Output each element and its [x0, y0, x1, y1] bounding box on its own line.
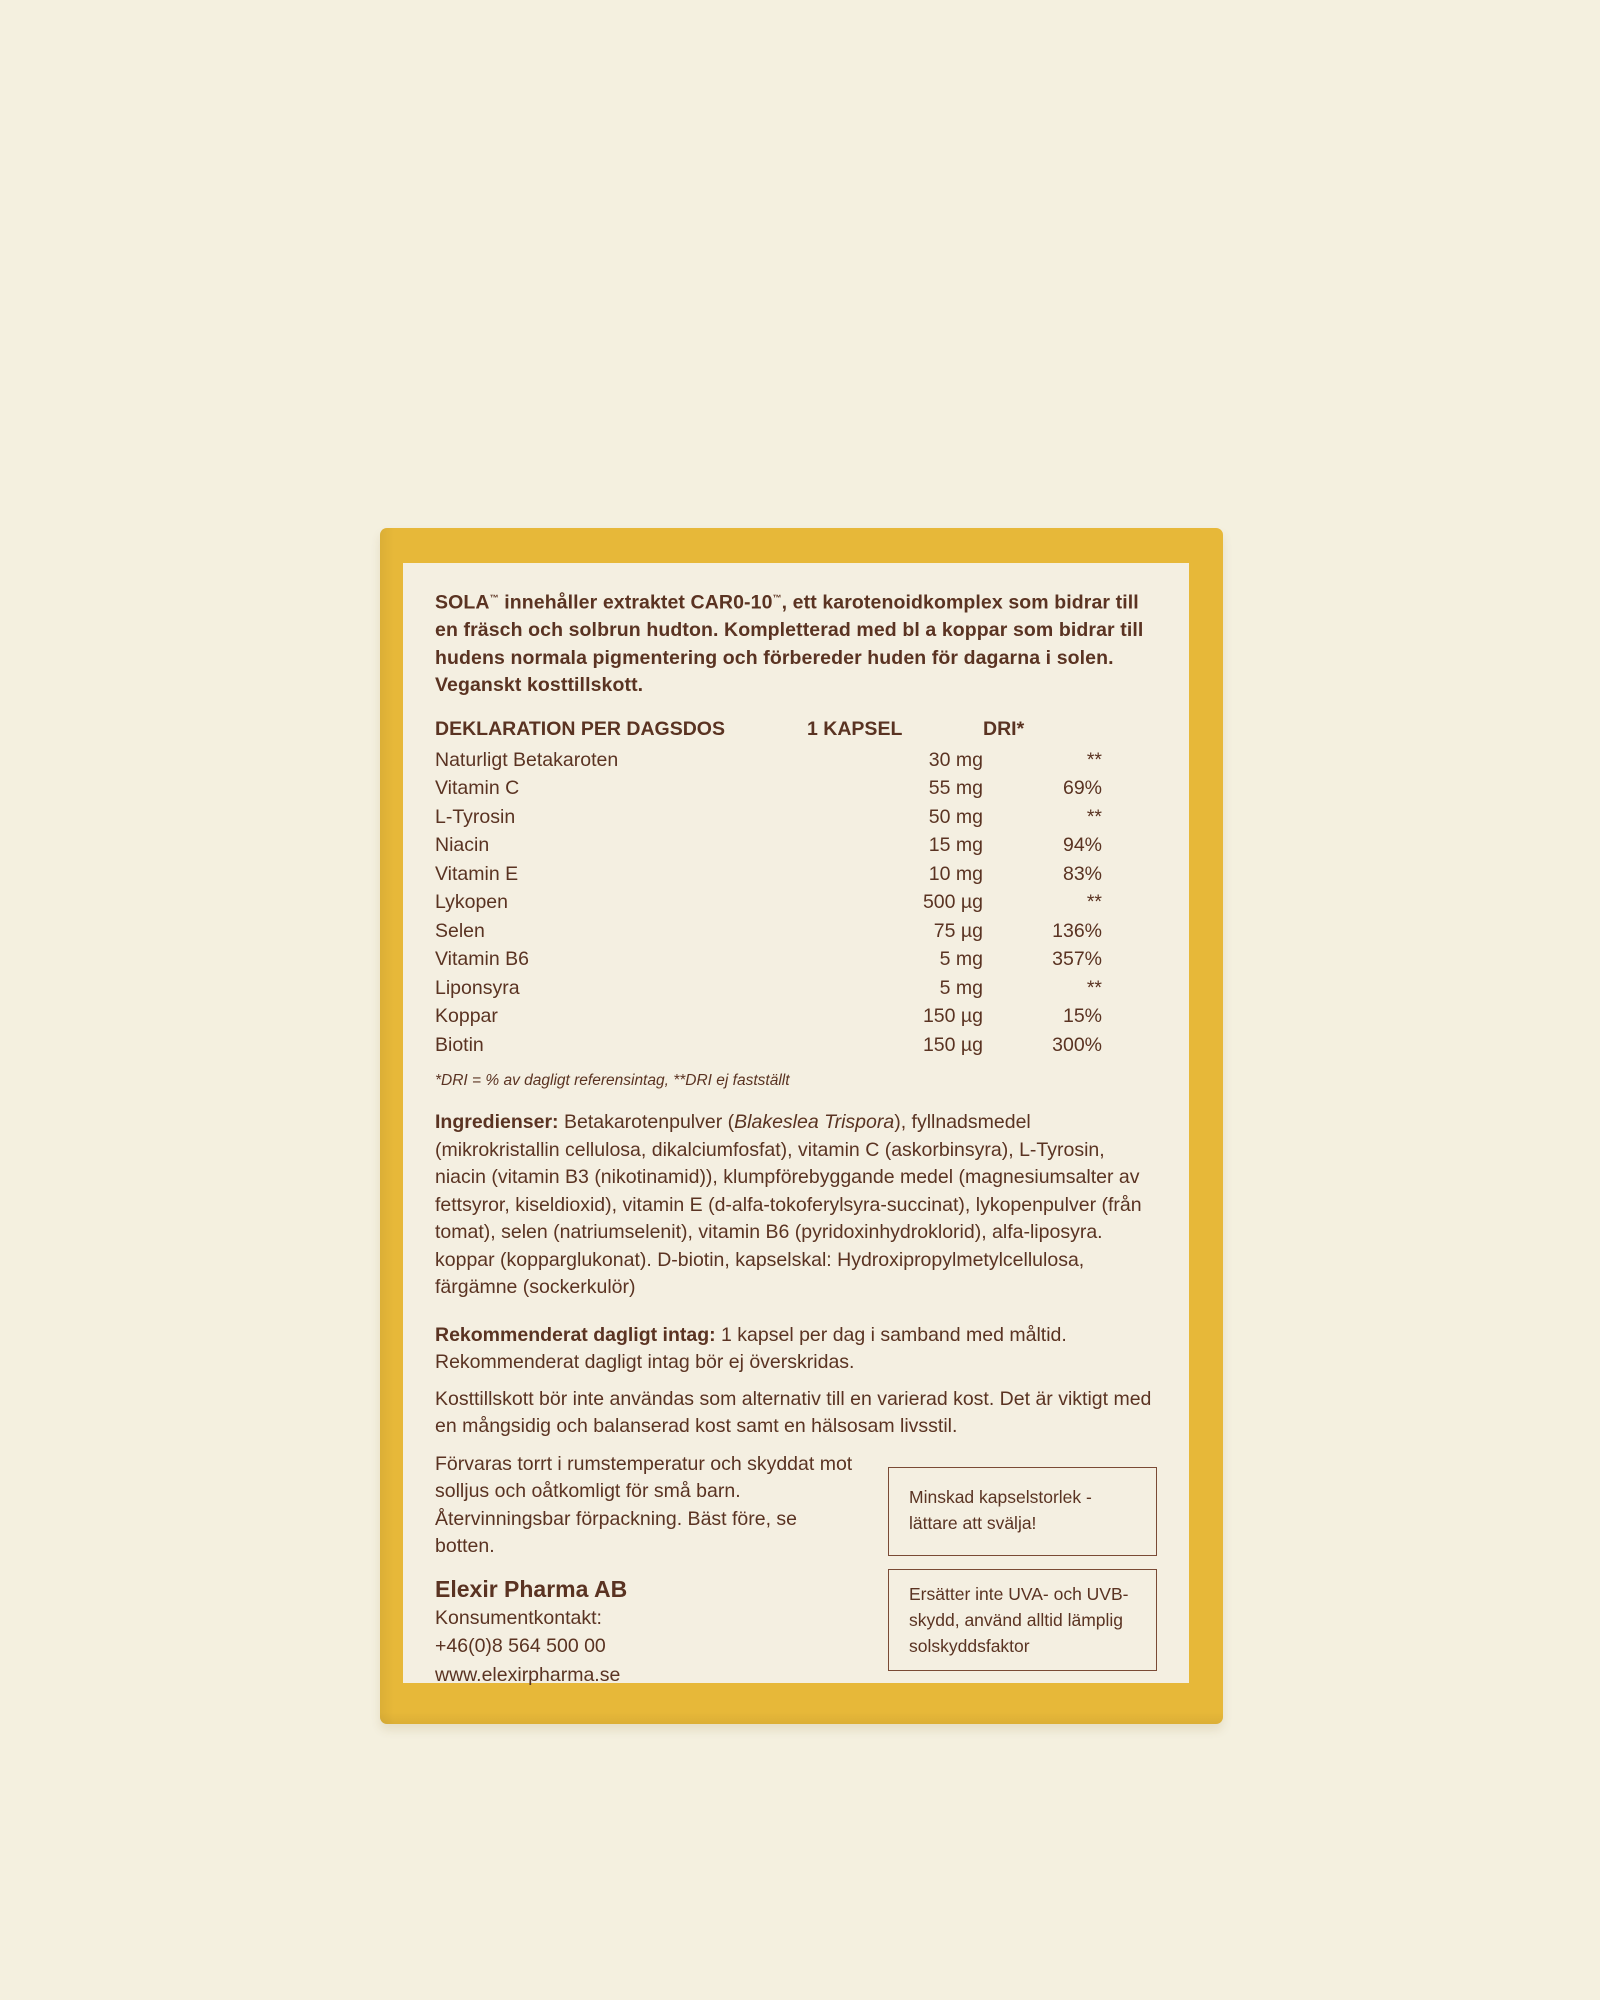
- brand-trademark: ™: [489, 593, 499, 603]
- nutrient-name: Lykopen: [435, 891, 509, 913]
- recommendation-text: [435, 1322, 1159, 1377]
- ingredients-text: [435, 1109, 1159, 1302]
- table-row: [435, 917, 1102, 946]
- nutrient-amount: 5 mg: [939, 976, 983, 999]
- contact-website: www.elexirpharma.se: [435, 1663, 621, 1686]
- nutrient-name: Vitamin B6: [435, 948, 529, 970]
- product-label: [403, 563, 1189, 1686]
- ingredients-part-a: Betakarotenpulver (: [558, 1111, 735, 1133]
- declaration-header-amount: 1 KAPSEL: [807, 717, 903, 740]
- brand-name: SOLA: [435, 591, 490, 614]
- nutrient-amount: 30 mg: [928, 748, 983, 771]
- bottom-section: [435, 1451, 1159, 1687]
- ingredients-label: Ingredienser:: [435, 1111, 559, 1133]
- nutrient-name: Naturligt Betakaroten: [435, 748, 619, 771]
- nutrient-amount: 500 µg: [922, 891, 983, 913]
- table-row: [435, 746, 1102, 775]
- nutrient-name: Vitamin C: [435, 777, 520, 799]
- storage-text: Förvaras torrt i rumstemperatur och skyddat mot solljus och oåtkomligt för små barn. Återvinningsbar förpackning. Bäst före, se botten.: [435, 1452, 853, 1557]
- contact-phone: +46(0)8 564 500 00: [435, 1635, 606, 1657]
- recommendation-label: Rekommenderat dagligt intag:: [435, 1323, 716, 1346]
- nutrient-name: Selen: [435, 919, 485, 942]
- sun-protection-notice: Ersätter inte UVA- och UVB-skydd, använd alltid lämplig solskyddsfaktor: [888, 1569, 1157, 1671]
- table-row: [435, 860, 1102, 889]
- capsule-size-notice: Minskad kapselstorlek - lättare att svälja!: [888, 1467, 1157, 1556]
- recommendation-body: 1 kapsel per dag i samband med måltid. Rekommenderat dagligt intag bör ej överskridas.: [435, 1323, 1067, 1373]
- table-row: [435, 1031, 1102, 1060]
- nutrient-amount: 150 µg: [922, 1033, 983, 1056]
- table-row: [435, 888, 1102, 917]
- table-row: [435, 1002, 1102, 1031]
- nutrient-dri: **: [1086, 805, 1102, 828]
- intro-text: [435, 585, 1159, 700]
- table-row: [435, 831, 1102, 860]
- nutrient-name: Liponsyra: [435, 976, 520, 999]
- declaration-table: [435, 717, 1102, 1060]
- contact-label: Konsumentkontakt:: [435, 1606, 602, 1629]
- nutrient-name: L-Tyrosin: [435, 805, 516, 828]
- declaration-header-dri: DRI*: [983, 717, 1025, 740]
- nutrient-dri: **: [1086, 748, 1102, 771]
- intro-part-a: innehåller extraktet CAR0-10: [498, 591, 773, 614]
- nutrient-amount: 50 mg: [928, 805, 983, 828]
- nutrient-dri: 69%: [1062, 777, 1102, 799]
- ingredients-species: Blakeslea Trispora: [734, 1111, 895, 1133]
- nutrient-amount: 5 mg: [939, 948, 983, 970]
- nutrient-amount: 10 mg: [928, 862, 983, 885]
- extract-trademark: ™: [772, 593, 782, 603]
- nutrient-dri: 300%: [1052, 1033, 1102, 1056]
- nutrient-amount: 75 µg: [933, 919, 983, 942]
- nutrient-dri: **: [1086, 976, 1102, 999]
- table-row: [435, 774, 1102, 803]
- nutrient-amount: 150 µg: [922, 1005, 983, 1027]
- nutrient-dri: 136%: [1052, 919, 1102, 942]
- nutrient-name: Vitamin E: [435, 862, 519, 885]
- table-row: [435, 803, 1102, 832]
- declaration-header-row: [435, 717, 1102, 746]
- ingredients-part-b: ), fyllnadsmedel (mikrokristallin cellulosa, dikalciumfosfat), vitamin C (askorbinsyra), L-Tyrosin, niacin (vitamin B3 (nikotinamid)), klumpförebyggande medel (magnesiumsalter av fettsyror, kiseldioxid), vitamin E (d-alfa-tokoferylsyra-succinat), lykopenpulver (från tomat), selen (natriumselenit), vitamin B6 (pyridoxinhydroklorid), alfa-liposyra. koppar (kopparglukonat). D-biotin, kapselskal: Hydroxipropylmetylcellulosa, färgämne (sockerkulör): [435, 1111, 1142, 1298]
- nutrient-name: Koppar: [435, 1005, 498, 1027]
- nutrient-dri: **: [1086, 891, 1102, 913]
- table-row: [435, 945, 1102, 974]
- nutrient-amount: 15 mg: [928, 834, 983, 856]
- dri-footnote: *DRI = % av dagligt referensintag, **DRI ej fastställt: [435, 1072, 790, 1089]
- advice-text: Kosttillskott bör inte användas som alternativ till en varierad kost. Det är viktigt med en mångsidig och balanserad kost samt en hälsosam livsstil.: [435, 1387, 1152, 1437]
- nutrient-name: Biotin: [435, 1033, 484, 1056]
- nutrient-dri: 15%: [1062, 1005, 1102, 1027]
- table-row: [435, 974, 1102, 1003]
- nutrient-dri: 94%: [1062, 834, 1102, 856]
- declaration-header-name: DEKLARATION PER DAGSDOS: [435, 717, 725, 740]
- nutrient-amount: 55 mg: [928, 777, 983, 799]
- company-name: Elexir Pharma AB: [435, 1575, 628, 1602]
- nutrient-name: Niacin: [435, 834, 490, 856]
- nutrient-dri: 357%: [1052, 948, 1102, 970]
- intro-part-b: , ett karotenoidkomplex som bidrar till en fräsch och solbrun hudton. Kompletterad med bl a koppar som bidrar till hudens normala pigmentering och förbereder huden för dagarna i solen. Veganskt kosttillskott.: [435, 591, 1144, 696]
- nutrient-dri: 83%: [1062, 862, 1102, 885]
